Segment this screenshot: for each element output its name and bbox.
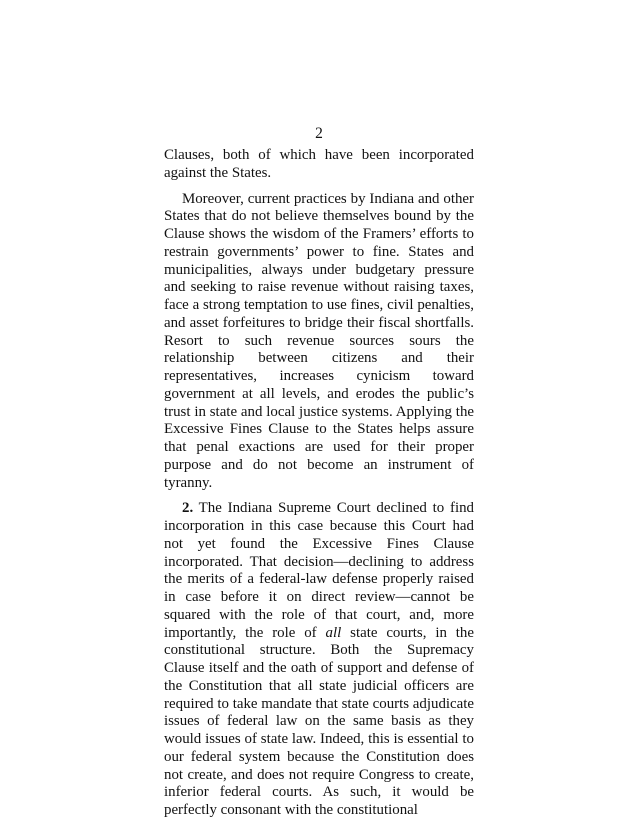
- paragraph-text-after-emphasis: state courts, in the constitutional structure. Both the Supremacy Clause itself and the oath of support and defense of the Constitution that all state judicial officers are required to take mandate that state courts adjudicate issues of federal law on the same basis as they would issues of state law. Indeed, this is essential to our federal system because the Constitution does not create, and does not require Congress to create, inferior federal courts. As such, it would be perfectly consonant with the constitutional: [164, 624, 474, 818]
- emphasis-text: all: [325, 624, 342, 641]
- page-number: 2: [315, 125, 323, 142]
- body-text: [164, 147, 474, 828]
- paragraph-continuation: [164, 147, 474, 183]
- paragraph-2: [164, 500, 474, 820]
- paragraph-text-before-emphasis: The Indiana Supreme Court declined to find incorporation in this case because this Court had not yet found the Excessive Fines Clause incorporated. That decision—declining to address the merits of a federal-law defense properly raised in case before it on direct review—cannot be squared with the role of that court, and, more importantly, the role of: [164, 500, 474, 641]
- paragraph-number: 2.: [182, 500, 194, 517]
- paragraph-moreover: [164, 191, 474, 493]
- paragraph-text: Moreover, current practices by Indiana and other States that do not believe themselves bound by the Clause shows the wisdom of the Framers’ efforts to restrain governments’ power to fine. States and municipalities, always under budgetary pressure and seeking to raise revenue without raising taxes, face a strong temptation to use fines, civil penalties, and asset forfeitures to bridge their fiscal shortfalls. Resort to such revenue sources sours the relationship between citizens and their representatives, increases cynicism toward government at all levels, and erodes the public’s trust in state and local justice systems. Applying the Excessive Fines Clause to the States helps assure that penal exactions are used for their proper purpose and do not become an instrument of tyranny.: [164, 190, 474, 491]
- paragraph-text: Clauses, both of which have been incorporated against the States.: [164, 147, 474, 181]
